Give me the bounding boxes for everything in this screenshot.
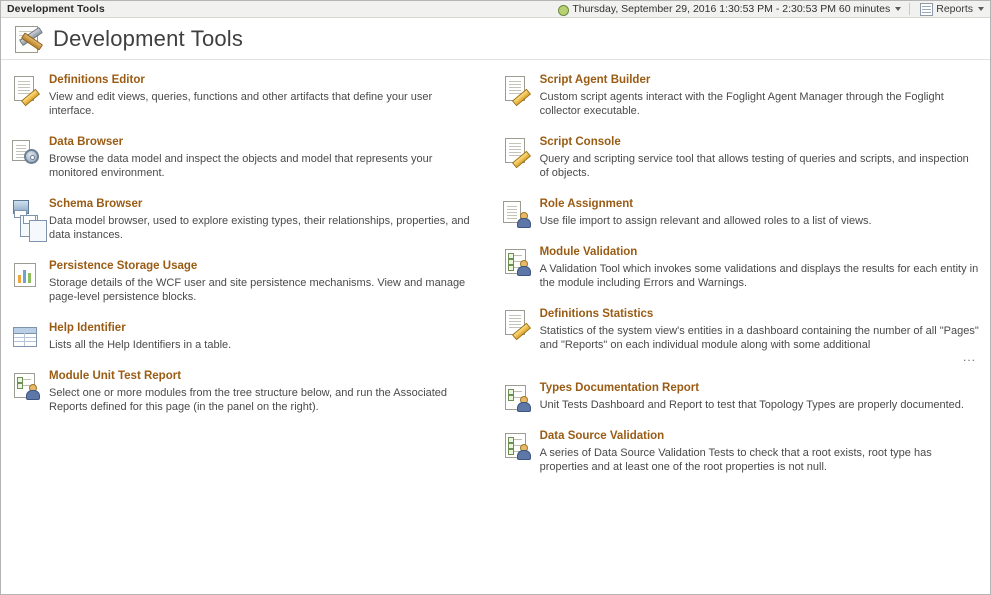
help-identifier-icon (11, 323, 39, 351)
tools-column-left (11, 74, 496, 492)
tool-title[interactable]: Role Assignment (539, 198, 634, 210)
tool-description: View and edit views, queries, functions and other artifacts that define your user interface. (49, 91, 433, 117)
tool-schema-browser[interactable] (11, 198, 480, 242)
reports-icon (920, 3, 933, 16)
tool-title[interactable]: Data Source Validation (539, 430, 665, 442)
reports-button[interactable] (918, 3, 986, 16)
tool-help-identifier[interactable] (11, 322, 480, 352)
reports-label: Reports (936, 3, 973, 15)
tool-role-assignment[interactable] (502, 198, 980, 228)
tools-grid (1, 60, 990, 502)
tool-script-console[interactable] (502, 136, 980, 180)
tool-data-browser[interactable] (11, 136, 480, 180)
window-title: Development Tools (7, 3, 105, 15)
titlebar-controls (558, 3, 986, 16)
tool-title[interactable]: Help Identifier (49, 322, 126, 334)
tool-description: Custom script agents interact with the Foglight Agent Manager through the Foglight collector executable. (539, 91, 944, 117)
tool-title[interactable]: Persistence Storage Usage (49, 260, 198, 272)
tool-title[interactable]: Data Browser (49, 136, 124, 148)
tool-types-documentation-report[interactable] (502, 382, 980, 412)
time-range-label: Thursday, September 29, 2016 1:30:53 PM - 2:30:53 PM 60 minutes (572, 3, 891, 15)
tool-description: Select one or more modules from the tree structure below, and run the Associated Reports defined for this page (in the panel on the right). (49, 387, 448, 413)
tool-definitions-statistics[interactable] (502, 308, 980, 364)
types-documentation-report-icon (502, 383, 530, 411)
tool-description: Lists all the Help Identifiers in a table. (49, 339, 232, 351)
role-assignment-icon (502, 199, 530, 227)
tool-title[interactable]: Script Console (539, 136, 621, 148)
tool-description: A Validation Tool which invokes some validations and displays the results for each entity in the module including Errors and Warnings. (539, 263, 979, 289)
window-titlebar (1, 1, 990, 18)
module-unit-test-report-icon (11, 371, 39, 399)
tool-title[interactable]: Definitions Editor (49, 74, 145, 86)
tools-column-right (496, 74, 980, 492)
module-validation-icon (502, 247, 530, 275)
page-title: Development Tools (53, 25, 244, 51)
tool-module-validation[interactable] (502, 246, 980, 290)
toolbar-divider (909, 3, 910, 15)
script-agent-builder-icon (502, 75, 530, 103)
data-source-validation-icon (502, 431, 530, 459)
data-browser-icon (11, 137, 39, 165)
schema-browser-icon (11, 199, 39, 227)
tool-description: Query and scripting service tool that allows testing of queries and scripts, and inspection of objects. (539, 153, 969, 179)
tool-title[interactable]: Script Agent Builder (539, 74, 651, 86)
tool-description: A series of Data Source Validation Tests to check that a root exists, root type has properties and at least one of the root properties is not null. (539, 447, 932, 473)
tool-title[interactable]: Module Validation (539, 246, 638, 258)
chevron-down-icon[interactable] (978, 7, 984, 11)
persistence-storage-icon (11, 261, 39, 289)
time-range-selector[interactable] (558, 3, 901, 15)
tool-title[interactable]: Schema Browser (49, 198, 143, 210)
tool-description: Statistics of the system view's entities in a dashboard containing the number of all "Pages" and "Reports" on each individual module along with some additional (539, 325, 979, 351)
script-console-icon (502, 137, 530, 165)
chevron-down-icon[interactable] (895, 7, 901, 11)
tool-persistence-storage-usage[interactable] (11, 260, 480, 304)
definitions-statistics-icon (502, 309, 530, 337)
tool-data-source-validation[interactable] (502, 430, 980, 474)
tool-description: Browse the data model and inspect the objects and model that represents your monitored environment. (49, 153, 433, 179)
tool-module-unit-test-report[interactable] (11, 370, 480, 414)
tool-title[interactable]: Module Unit Test Report (49, 370, 182, 382)
globe-icon (558, 5, 569, 16)
tool-script-agent-builder[interactable] (502, 74, 980, 118)
tool-description: Unit Tests Dashboard and Report to test that Topology Types are properly documented. (539, 399, 964, 411)
tools-icon (13, 24, 43, 54)
page-header (1, 18, 990, 60)
tool-description: Data model browser, used to explore existing types, their relationships, properties, and data instances. (49, 215, 470, 241)
description-overflow-ellipsis[interactable]: ... (962, 350, 976, 364)
definitions-editor-icon (11, 75, 39, 103)
tool-description: Use file import to assign relevant and allowed roles to a list of views. (539, 215, 872, 227)
tool-title[interactable]: Types Documentation Report (539, 382, 700, 394)
tool-description: Storage details of the WCF user and site persistence mechanisms. View and manage page-level persistence blocks. (49, 277, 466, 303)
tool-definitions-editor[interactable] (11, 74, 480, 118)
tool-title[interactable]: Definitions Statistics (539, 308, 654, 320)
